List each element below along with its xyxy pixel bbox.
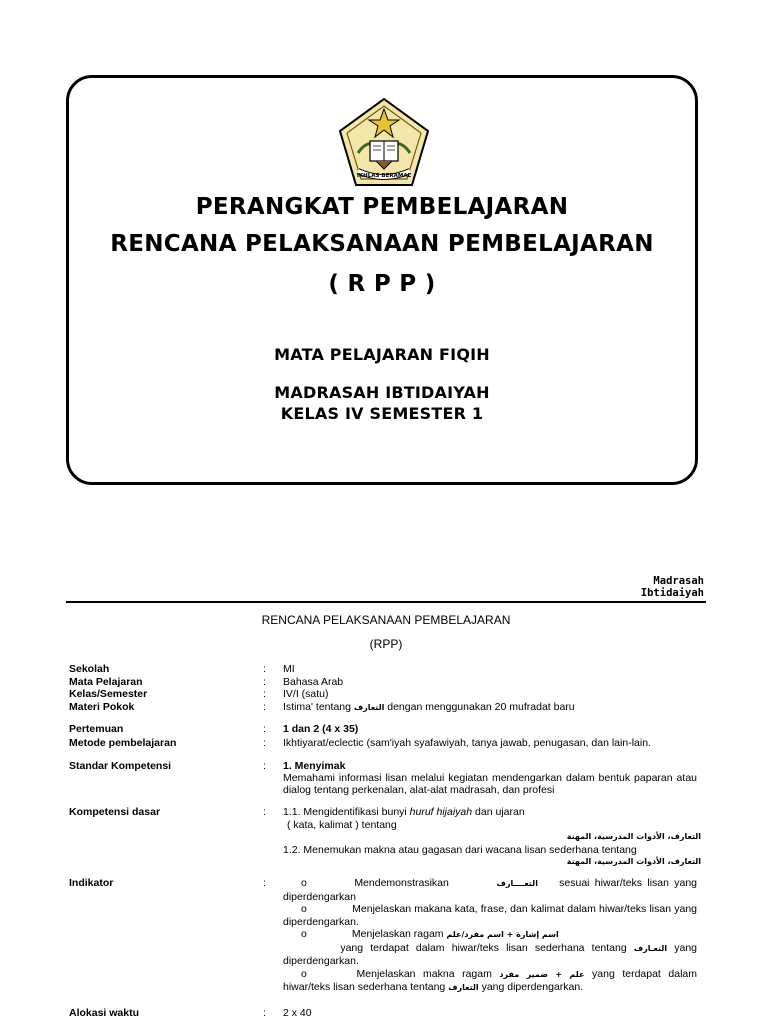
kd-1-arabic [287,831,701,843]
cover-title-3: ( R P P ) [328,271,436,297]
colon: : [263,676,266,688]
indicator-item [283,968,697,995]
colon: : [263,723,266,735]
indicator-item [283,903,697,928]
field-metode [0,737,768,751]
field-materi-pokok [0,701,768,715]
emblem-motto: IKHLAS BERAMAL [356,173,412,179]
kd-1-italic: huruf hijaiyah [409,806,473,818]
indicator-text: Menjelaskan makana kata, frase, dan kalimat dalam hiwar/teks lisan yang diperdengarkan. [283,903,697,928]
field-label: Kompetensi dasar [69,806,161,818]
field-kompetensi-dasar [0,806,768,820]
cover-frame [66,75,698,485]
kd-item-2: 1.2. Menemukan makna atau gagasan dari wacana lisan sederhana tentang [283,844,637,856]
indicator-text: Mendemonstrasikan [354,877,449,889]
colon: : [263,877,266,889]
indicator-text: Menjelaskan ragam [351,928,444,940]
header-rule [66,601,706,603]
colon: : [263,688,266,700]
arabic-text: علم + ضمير مفرد [499,969,585,979]
arabic-text: التعــــارف [496,879,538,888]
indicator-text: Menjelaskan makna ragam [356,967,492,980]
colon: : [263,737,266,749]
cover-subject: MATA PELAJARAN FIQIH [274,345,490,364]
colon: : [263,1007,266,1019]
kd-1-text-post: dan ujaran [472,806,525,818]
indicator-list [283,877,697,995]
field-label: Mata Pelajaran [69,676,143,688]
indicator-text: yang terdapat dalam hiwar/teks lisan sederhana tentang [283,967,697,993]
indicator-text: yang terdapat dalam hiwar/teks lisan sederhana tentang [340,941,627,954]
field-label: Metode pembelajaran [69,737,177,749]
field-label: Materi Pokok [69,701,135,713]
arabic-text: التعارف [353,703,385,712]
colon: : [263,806,266,818]
cover-class: KELAS IV SEMESTER 1 [280,404,484,423]
colon: : [263,701,266,713]
bullet: o [301,928,307,940]
document-subtitle: (RPP) [369,637,403,651]
sk-heading: 1. Menyimak [283,760,346,772]
document-title: RENCANA PELAKSANAAN PEMBELAJARAN [261,613,511,627]
bullet: o [301,877,307,889]
field-value: MI [283,663,295,675]
indicator-text: yang diperdengarkan. [283,941,698,967]
arabic-text: التعارف، الأدوات المدرسية، المهنة [566,832,701,841]
field-label: Standar Kompetensi [69,760,172,772]
field-label: Indikator [69,877,114,889]
field-value: Ikhtiyarat/eclectic (sam'iyah syafawiyah, tanya jawab, penugasan, dan lain-lain. [283,737,651,749]
field-label: Pertemuan [69,723,124,735]
school-tag-line-1: Madrasah [653,575,704,587]
arabic-text: اسم إشارة + اسم مفرد/علم [446,930,559,939]
indicator-item [283,877,697,903]
indicator-text: sesuai hiwar/teks lisan yang diperdengarkan [283,877,698,903]
field-pertemuan [0,723,768,737]
field-label: Kelas/Semester [69,688,148,700]
materi-text-post: dengan menggunakan 20 mufradat baru [387,701,575,713]
field-sekolah [0,663,768,677]
school-tag [641,575,704,599]
arabic-text: التعـارف [633,943,668,953]
field-label: Sekolah [69,663,110,675]
arabic-text: التعارف، الأدوات المدرسية، المهنة [566,857,701,866]
cover-title-1: PERANGKAT PEMBELAJARAN [195,194,569,220]
kd-1-text: 1.1. Mengidentifikasi bunyi [283,806,410,818]
sk-description: Memahami informasi lisan melalui kegiatan mendengarkan dalam bentuk paparan atau dialog tentang perkenalan, alat-alat madrasah, dan profesi [283,772,697,796]
indicator-item [283,928,697,968]
field-value [283,701,697,714]
materi-text-pre: Istima' tentang [283,701,351,713]
school-tag-line-2: Ibtidaiyah [640,587,704,599]
cover-title-2: RENCANA PELAKSANAAN PEMBELAJARAN [110,231,654,257]
field-value: IV/I (satu) [283,688,329,700]
kemenag-emblem-icon [336,95,432,191]
field-alokasi-waktu [0,1007,768,1021]
bullet: o [301,967,307,980]
colon: : [263,663,266,675]
indicator-text: yang diperdengarkan. [481,981,584,993]
cover-school: MADRASAH IBTIDAIYAH [274,383,490,402]
field-value: 2 x 40 [283,1007,312,1019]
kd-1-line-2: ( kata, kalimat ) tentang [287,819,397,831]
field-value: 1 dan 2 (4 x 35) [283,723,359,735]
field-value: Bahasa Arab [283,676,344,688]
bullet: o [301,903,307,915]
colon: : [263,760,266,772]
kd-item-1 [283,806,697,818]
field-label: Alokasi waktu [69,1007,140,1019]
arabic-text: التعارف [448,983,479,992]
field-kelas-semester [0,688,768,702]
kd-2-arabic [287,856,701,868]
